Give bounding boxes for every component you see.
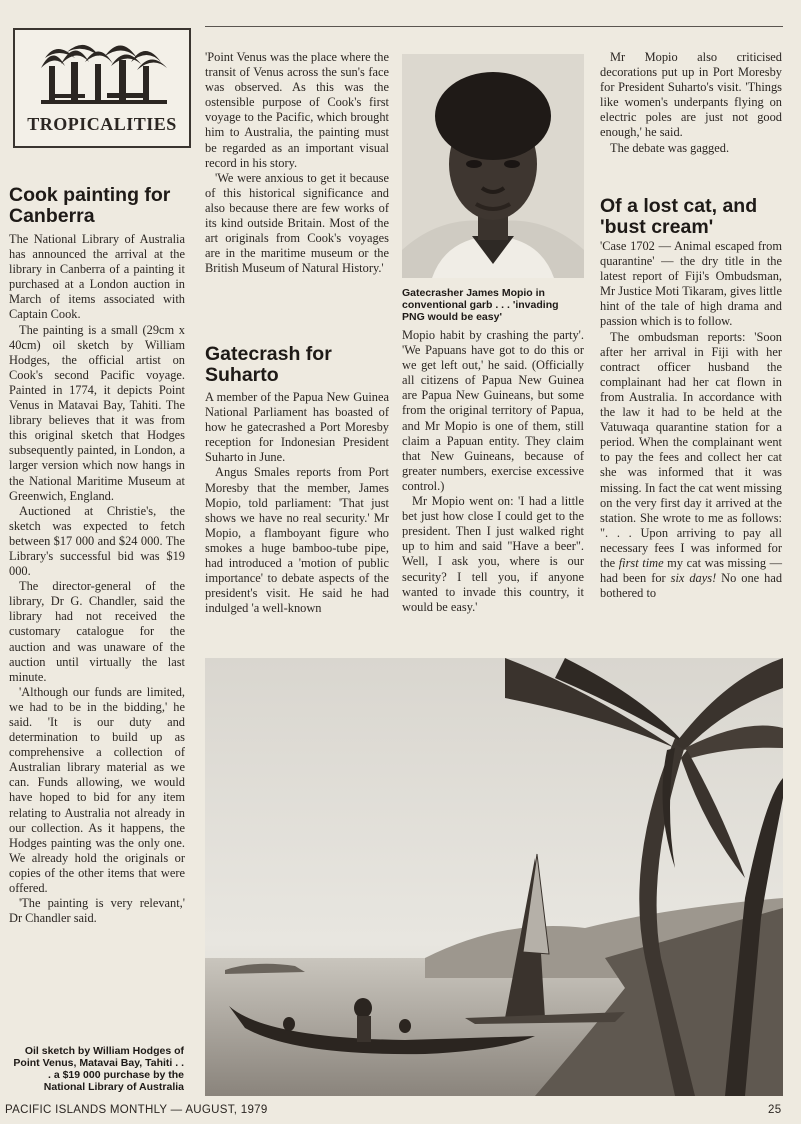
article3-paragraph: 'Case 1702 — Animal escaped from quarantine' — the dry title in the latest report of Fiji's Ombudsman, Mr Justice Moti Tikaram, gives little hint of the tale of high drama and passion which is to follow. bbox=[600, 239, 782, 329]
article3-text: my cat was missing — had been for bbox=[600, 555, 782, 586]
tropicalities-masthead bbox=[13, 28, 191, 148]
article3-paragraph bbox=[600, 330, 782, 602]
footer-page-number: 25 bbox=[768, 1104, 782, 1116]
portrait-image bbox=[402, 54, 584, 278]
article1-headline-block bbox=[9, 185, 185, 227]
article2-paragraph: A member of the Papua New Guinea National Parliament has boasted of how he gatecrashed a Port Moresby reception for Indonesian President Suharto in June. bbox=[205, 390, 389, 465]
article2-body bbox=[205, 390, 389, 616]
article3-body bbox=[600, 239, 782, 601]
article3-text: No one had bothered to bbox=[600, 571, 783, 601]
article2-paragraph: Mopio habit by crashing the party'. 'We Papuans have got to do this or we get left out,' he said. (Officially all citizens of Papua New Guinea are Papua New Guineans, but some from the original territory of Papua, and Mr Mopio is one of them, still claim a Papuan entity. They claim that New Guineans, because of greater numbers, exercise excessive control.) bbox=[402, 328, 584, 493]
article2-col4 bbox=[600, 50, 782, 156]
top-rule bbox=[205, 26, 783, 27]
article3-text: The ombudsman reports: 'Soon after her arrival in Fiji with her contract officer husband the complainant had her cat flown in from Australia. In accordance with the law it had to be held at the Vatuwaqa quarantine station for a period. When the complainant went to pay the fees and collect her cat she was informed that it was missing. In fact the cat went missing on the very first day it arrived at the station. She wrote to me as follows: ". . . Upon arriving to pay all necessary fees I was informed for the bbox=[600, 329, 782, 570]
article1-paragraph: 'We were anxious to get it because of this historical significance and also because there are few works of its kind outside Britain. Most of the art originals from Cook's voyages are in the maritime museum or the British Museum of Natural History.' bbox=[205, 170, 389, 276]
article2-headline: Gatecrash for Suharto bbox=[205, 343, 332, 386]
article1-headline: Cook painting for Canberra bbox=[9, 184, 171, 227]
hodges-painting bbox=[205, 658, 783, 1096]
article1-paragraph: 'Although our funds are limited, we had to be in the bidding,' he said. 'It is our duty and determination to build up as comprehensive a collection of Australian library material as we can. Funds allowing, we would have hoped to bid for any item relating to Australia not already in our collection. As it happens, the Hodges painting was the only one. We already hold the originals or copies of the other items that were offered. bbox=[9, 684, 185, 896]
article2-paragraph: Angus Smales reports from Port Moresby that the member, James Mopio, told parliament: 'That just shows we have no real security.' Mr Mopio, a flamboyant figure who smokes a huge bamboo-tube pipe, had introduced a 'motion of public importance' to debate aspects of the president's visit. He said he had indulged 'a well-known bbox=[205, 465, 389, 616]
article2-paragraph: Mr Mopio also criticised decorations put up in Port Moresby for President Suharto's visit. 'Things like women's underpants flying on electric poles are just not good enough,' he said. bbox=[600, 50, 782, 140]
article3-headline-block bbox=[600, 196, 782, 238]
article2-paragraph: Mr Mopio went on: 'I had a little bet just how close I could get to the president. Then I just walked right up to him and said "Have a beer". Well, I ask you, where is our security? I tell you, if anyone wanted to invade this country, it would be easy.' bbox=[402, 494, 584, 614]
palm-trees-logo bbox=[41, 38, 167, 108]
article1-paragraph: The director-general of the library, Dr G. Chandler, said the library had not received the customary catalogue for the auction and was unaware of the auction until virtually the last minute. bbox=[9, 579, 185, 684]
article1-body bbox=[9, 232, 185, 926]
article2-continuation bbox=[402, 328, 584, 615]
article3-headline: Of a lost cat, and 'bust cream' bbox=[600, 195, 758, 238]
footer-publication: PACIFIC ISLANDS MONTHLY — AUGUST, 1979 bbox=[5, 1104, 268, 1116]
article1-paragraph: Auctioned at Christie's, the sketch was expected to fetch between $17 000 and $24 000. The Library's successful bid was $19 000. bbox=[9, 503, 185, 579]
article1-paragraph: The National Library of Australia has announced the arrival at the library in Canberra of a painting it purchased at a London auction in March of items associated with Captain Cook. bbox=[9, 232, 185, 322]
article3-emphasis: six days! bbox=[670, 571, 717, 586]
article3-emphasis: first time bbox=[618, 555, 664, 570]
article1-paragraph: 'Point Venus was the place where the transit of Venus across the sun's face was observed. As this was the ostensible purpose of Cook's first voyage to the Pacific, which brought him to Australia, the painting must be regarded as an important visual record in his story. bbox=[205, 50, 389, 170]
article1-paragraph: 'The painting is very relevant,' Dr Chandler said. bbox=[9, 896, 185, 926]
article1-paragraph: The painting is a small (29cm x 40cm) oil sketch by William Hodges, the official artist on Cook's second Pacific voyage. Painted in 1774, it depicts Point Venus in Matavai Bay, Tahiti. The library believes that it was from this original sketch that Hodges subsequently painted, in London, a larger version which now hangs in the National Maritime Museum at Greenwich, England. bbox=[9, 322, 185, 503]
painting-caption: Oil sketch by William Hodges of Point Venus, Matavai Bay, Tahiti . . . a $19 000 purchase by the National Library of Australia bbox=[13, 1045, 184, 1093]
point-venus-painting-image bbox=[205, 658, 783, 1096]
article1-continuation bbox=[205, 50, 389, 276]
article2-paragraph: The debate was gagged. bbox=[610, 140, 730, 155]
article2-headline-block bbox=[205, 344, 389, 386]
mopio-photo-caption: Gatecrasher James Mopio in conventional garb . . . 'invading PNG would be easy' bbox=[402, 287, 559, 323]
masthead-title: TROPICALITIES bbox=[27, 114, 177, 134]
mopio-photo bbox=[402, 54, 584, 278]
